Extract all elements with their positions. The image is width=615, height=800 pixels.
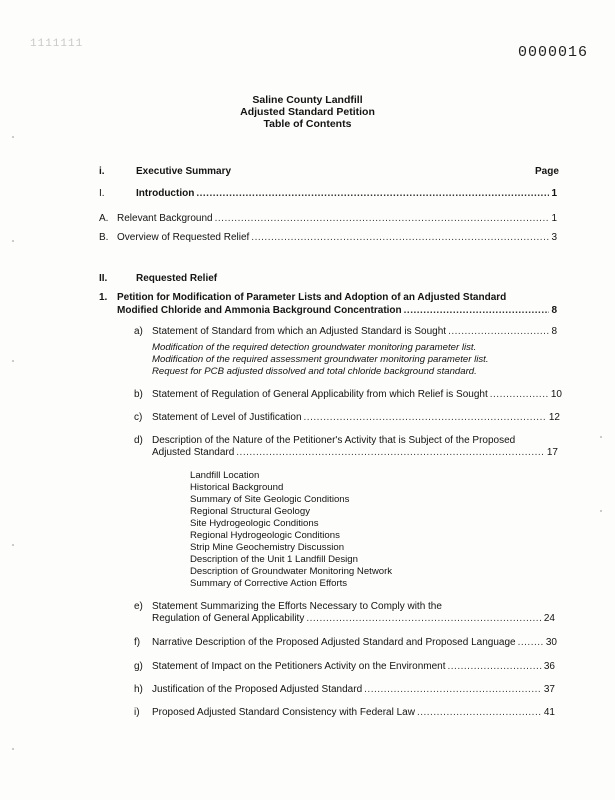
toc-entry-overview-requested-relief (117, 232, 557, 243)
faint-stamp: 1111111 (30, 38, 84, 50)
toc-entry-title: Adjusted Standard (152, 447, 235, 458)
d-subtopic: Description of the Unit 1 Landfill Design (190, 554, 358, 565)
d-subtopic: Regional Hydrogeologic Conditions (190, 530, 340, 541)
scan-speck (600, 436, 602, 438)
item-a-note-2: Modification of the required assessment groundwater monitoring parameter list. (152, 354, 489, 365)
scan-speck (600, 510, 602, 512)
toc-entry-page: 12 (548, 412, 560, 423)
scan-speck (12, 240, 14, 242)
item-e-line-1: Statement Summarizing the Efforts Necessary to Comply with the (152, 601, 442, 612)
item-b-label: b) (134, 389, 143, 400)
d-subtopic: Description of Groundwater Monitoring Network (190, 566, 393, 577)
d-subtopic: Regional Structural Geology (190, 506, 310, 517)
item-a-label: a) (134, 326, 143, 337)
item-d-label: d) (134, 435, 143, 446)
intro-number: I. (99, 188, 105, 199)
scan-speck (12, 136, 14, 138)
section-1-number: i. (99, 166, 105, 177)
entry-a-number: A. (99, 213, 109, 224)
toc-entry-page: 36 (543, 661, 555, 672)
toc-entry-page: 8 (551, 305, 557, 316)
toc-entry-page: 1 (551, 188, 557, 199)
d-subtopic: Strip Mine Geochemistry Discussion (190, 542, 345, 553)
toc-entry-title: Statement of Regulation of General Applicability from which Relief is Sought (152, 389, 488, 400)
toc-entry-title: Introduction (136, 188, 195, 199)
toc-entry-page: 41 (543, 707, 555, 718)
toc-entry-title: Statement of Impact on the Petitioners Activity on the Environment (152, 661, 446, 672)
toc-entry-g (152, 661, 555, 672)
scan-speck (12, 544, 14, 546)
toc-entry-page: 3 (551, 232, 557, 243)
toc-entry-page: 30 (545, 637, 557, 648)
toc-entry-title: Overview of Requested Relief (117, 232, 250, 243)
toc-entry-page: 17 (546, 447, 558, 458)
toc-entry-title: Modified Chloride and Ammonia Background Concentration (117, 305, 402, 316)
toc-entry-title: Regulation of General Applicability (152, 613, 305, 624)
toc-entry-introduction (136, 188, 557, 199)
item-h-label: h) (134, 684, 143, 695)
toc-entry-item-1 (117, 305, 557, 316)
entry-b-number: B. (99, 232, 109, 243)
item-i-label: i) (134, 707, 140, 718)
toc-entry-title: Narrative Description of the Proposed Adjusted Standard and Proposed Language (152, 637, 516, 648)
scan-speck (12, 360, 14, 362)
toc-entry-page: 8 (551, 326, 557, 337)
toc-entry-b (152, 389, 562, 400)
scan-speck (12, 748, 14, 750)
d-subtopic: Site Hydrogeologic Conditions (190, 518, 319, 529)
item-a-note-3: Request for PCB adjusted dissolved and total chloride background standard. (152, 366, 477, 377)
toc-entry-title: Justification of the Proposed Adjusted Standard (152, 684, 363, 695)
item-e-label: e) (134, 601, 143, 612)
d-subtopic: Landfill Location (190, 470, 260, 481)
header-line-2: Adjusted Standard Petition (240, 106, 375, 118)
item-d-line-1: Description of the Nature of the Petitioner's Activity that is Subject of the Proposed (152, 435, 516, 446)
header-line-1: Saline County Landfill (252, 94, 363, 106)
toc-entry-page: 10 (550, 389, 562, 400)
section-1-title: Executive Summary (136, 166, 232, 177)
toc-entry-h (152, 684, 555, 695)
item-1-number: 1. (99, 292, 108, 303)
toc-entry-title: Relevant Background (117, 213, 213, 224)
toc-entry-title: Proposed Adjusted Standard Consistency with Federal Law (152, 707, 415, 718)
toc-entry-page: 1 (551, 213, 557, 224)
item-f-label: f) (134, 637, 141, 648)
toc-entry-c (152, 412, 560, 423)
item-1-line-1: Petition for Modification of Parameter Lists and Adoption of an Adjusted Standard (117, 292, 507, 303)
page-column-label: Page (535, 166, 559, 177)
toc-entry-f (152, 637, 557, 648)
toc-entry-title: Statement of Level of Justification (152, 412, 302, 423)
section-2-title: Requested Relief (136, 273, 218, 284)
toc-entry-e (152, 613, 555, 624)
toc-entry-page: 37 (543, 684, 555, 695)
d-subtopic: Summary of Site Geologic Conditions (190, 494, 350, 505)
item-c-label: c) (134, 412, 143, 423)
toc-entry-a (152, 326, 557, 337)
toc-entry-i (152, 707, 555, 718)
d-subtopic: Summary of Corrective Action Efforts (190, 578, 348, 589)
document-number: 0000016 (518, 44, 589, 61)
d-subtopic: Historical Background (190, 482, 284, 493)
item-a-note-1: Modification of the required detection groundwater monitoring parameter list. (152, 342, 477, 353)
section-2-number: II. (99, 273, 108, 284)
item-g-label: g) (134, 661, 143, 672)
toc-entry-d (152, 447, 558, 458)
toc-entry-page: 24 (543, 613, 555, 624)
header-line-3: Table of Contents (263, 118, 352, 130)
toc-entry-relevant-background (117, 213, 557, 224)
toc-entry-title: Statement of Standard from which an Adjusted Standard is Sought (152, 326, 447, 337)
